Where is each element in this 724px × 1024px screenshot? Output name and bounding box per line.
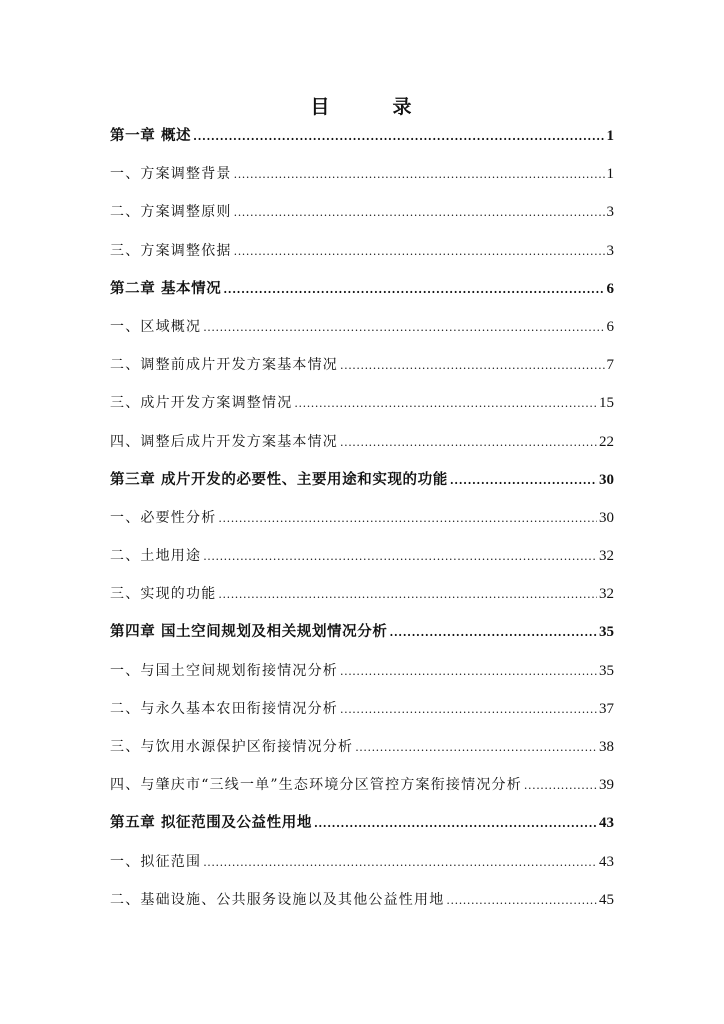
dot-leader [450, 467, 597, 495]
toc-entry-label: 四、调整后成片开发方案基本情况 [110, 433, 338, 450]
toc-entry-label: 第二章 基本情况 [110, 279, 222, 297]
toc-section-entry[interactable] [110, 848, 614, 886]
toc-entry-page: 35 [599, 624, 614, 641]
dot-leader [203, 314, 604, 342]
toc-entry-label: 三、与饮用水源保护区衔接情况分析 [110, 739, 354, 755]
dot-leader [355, 734, 597, 762]
toc-entry-page: 45 [599, 891, 614, 908]
toc-chapter-entry[interactable] [110, 122, 614, 160]
dot-leader [446, 887, 597, 915]
toc-entry-page: 30 [599, 509, 614, 526]
toc-entry-page: 22 [599, 433, 614, 450]
dot-leader [234, 238, 605, 266]
dot-leader [203, 849, 597, 877]
toc-section-entry[interactable] [110, 733, 614, 771]
toc-entry-page: 15 [599, 395, 614, 412]
toc-entry-label: 一、区域概况 [110, 318, 202, 335]
toc-section-entry[interactable] [110, 542, 614, 580]
toc-section-entry[interactable] [110, 237, 614, 275]
toc-entry-label: 一、方案调整背景 [110, 166, 232, 183]
toc-section-entry[interactable] [110, 657, 614, 695]
toc-entry-label: 二、方案调整原则 [110, 204, 232, 221]
dot-leader [340, 352, 605, 380]
toc-title: 目 录 [310, 96, 434, 118]
toc-entry-label: 第三章 成片开发的必要性、主要用途和实现的功能 [110, 470, 448, 488]
toc-entry-page: 37 [599, 700, 614, 717]
dot-leader [234, 161, 605, 189]
toc-entry-page: 43 [599, 815, 614, 832]
toc-section-entry[interactable] [110, 504, 614, 542]
toc-entry-page: 32 [599, 586, 614, 603]
toc-section-entry[interactable] [110, 351, 614, 389]
toc-entry-label: 一、与国土空间规划衔接情况分析 [110, 662, 338, 679]
dot-leader [340, 696, 597, 724]
toc-entry-label: 第一章 概述 [110, 127, 192, 144]
toc-entry-label: 三、实现的功能 [110, 586, 217, 603]
dot-leader [218, 581, 597, 609]
toc-section-entry[interactable] [110, 580, 614, 618]
toc-section-entry[interactable] [110, 313, 614, 351]
toc-chapter-entry[interactable] [110, 466, 614, 504]
toc-chapter-entry[interactable] [110, 275, 614, 313]
toc-entry-label: 二、基础设施、公共服务设施以及其他公益性用地 [110, 891, 445, 908]
toc-entry-page: 6 [606, 318, 614, 335]
dot-leader [524, 772, 597, 800]
toc-entry-label: 二、与永久基本农田衔接情况分析 [110, 700, 338, 717]
toc-section-entry[interactable] [110, 428, 614, 466]
dot-leader [389, 619, 597, 647]
toc-entry-page: 30 [599, 471, 614, 488]
dot-leader [340, 658, 597, 686]
toc-entry-page: 32 [599, 548, 614, 565]
toc-entry-page: 6 [606, 280, 614, 297]
toc-entry-label: 一、拟征范围 [110, 853, 202, 870]
toc-chapter-entry[interactable] [110, 809, 614, 847]
toc-entry-label: 第四章 国土空间规划及相关规划情况分析 [110, 623, 388, 641]
toc-entry-page: 43 [599, 853, 614, 870]
dot-leader [340, 429, 597, 457]
dot-leader [218, 505, 597, 533]
toc-entry-label: 第五章 拟征范围及公益性用地 [110, 814, 312, 832]
toc-section-entry[interactable] [110, 198, 614, 236]
toc-section-entry[interactable] [110, 695, 614, 733]
toc-entry-page: 39 [599, 777, 614, 794]
dot-leader [314, 810, 597, 838]
toc-entry-page: 7 [606, 357, 614, 374]
dot-leader [203, 543, 597, 571]
dot-leader [294, 390, 597, 418]
toc-section-entry[interactable] [110, 389, 614, 427]
toc-section-entry[interactable] [110, 160, 614, 198]
table-of-contents [110, 122, 614, 924]
toc-entry-page: 3 [606, 204, 614, 221]
toc-entry-label: 三、成片开发方案调整情况 [110, 395, 293, 412]
toc-entry-label: 三、方案调整依据 [110, 242, 232, 259]
dot-leader [223, 276, 604, 304]
toc-entry-page: 3 [606, 242, 614, 259]
dot-leader [193, 123, 604, 151]
toc-entry-label: 二、调整前成片开发方案基本情况 [110, 357, 338, 374]
toc-section-entry[interactable] [110, 886, 614, 924]
toc-entry-page: 38 [599, 739, 614, 755]
toc-entry-label: 一、必要性分析 [110, 509, 217, 526]
toc-section-entry[interactable] [110, 771, 614, 809]
dot-leader [234, 199, 605, 227]
toc-entry-page: 1 [606, 166, 614, 183]
toc-entry-page: 1 [606, 128, 614, 144]
toc-entry-label: 四、与肇庆市“三线一单”生态环境分区管控方案衔接情况分析 [110, 777, 522, 794]
toc-chapter-entry[interactable] [110, 618, 614, 656]
toc-entry-page: 35 [599, 662, 614, 679]
toc-entry-label: 二、土地用途 [110, 548, 202, 565]
